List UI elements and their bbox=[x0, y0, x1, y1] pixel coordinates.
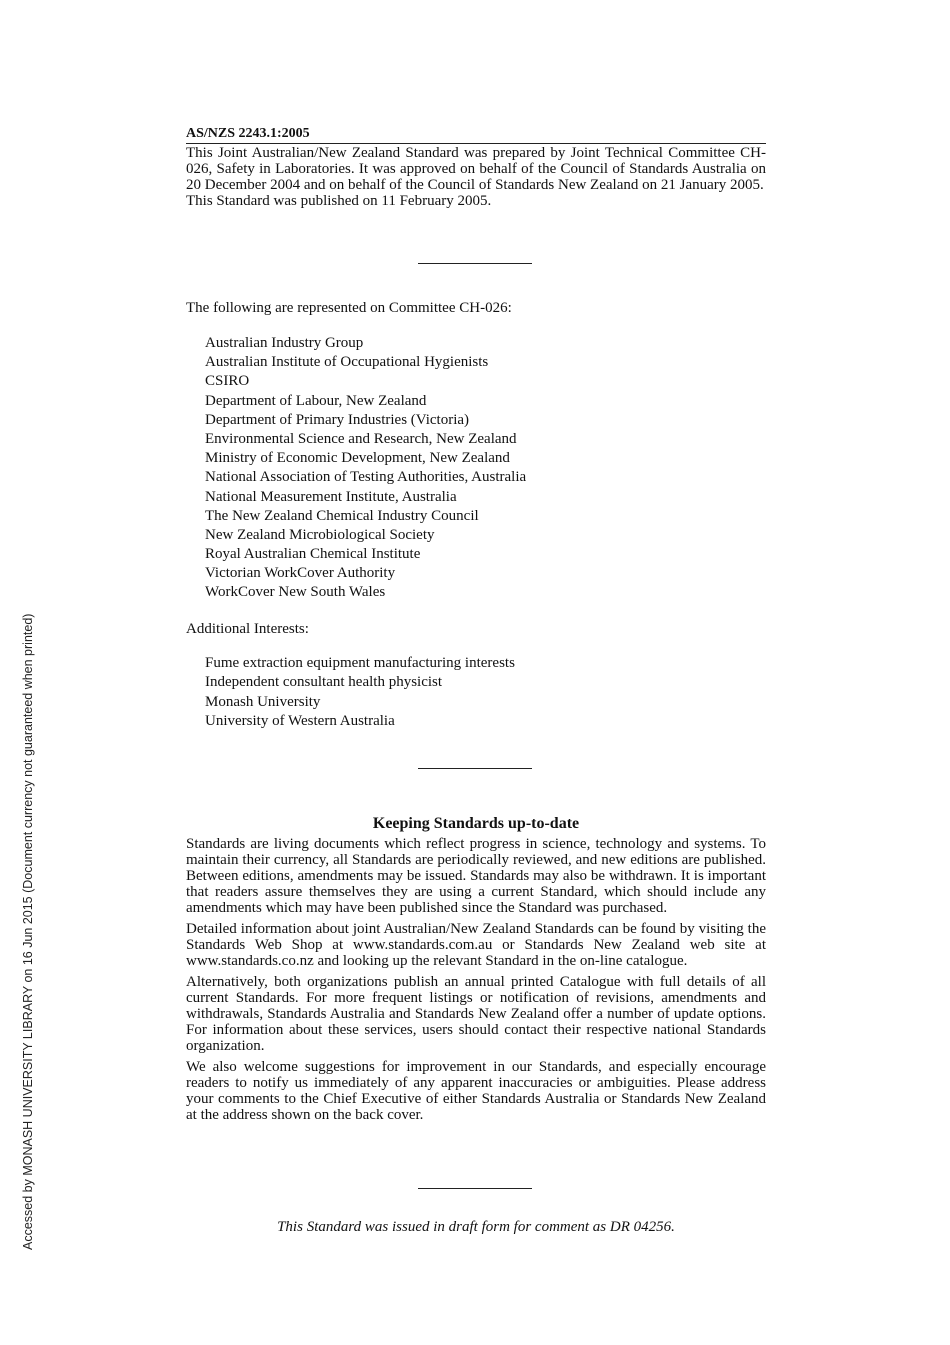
keeping-standards-body bbox=[186, 836, 766, 1128]
section-divider bbox=[418, 1188, 532, 1189]
additional-interests-heading: Additional Interests: bbox=[186, 621, 309, 637]
committee-member: Department of Primary Industries (Victoria) bbox=[205, 411, 470, 428]
additional-interests-list bbox=[205, 654, 515, 731]
committee-member: WorkCover New South Wales bbox=[205, 584, 386, 601]
committee-member-list bbox=[205, 334, 526, 603]
publication-date-paragraph: This Standard was published on 11 February 2005. bbox=[186, 193, 492, 209]
preparation-paragraph: This Joint Australian/New Zealand Standard was prepared by Joint Technical Committee CH-026, Safety in Laboratories. It was approved on behalf of the Council of Standards Australia on 20 December 2004 and on behalf of the Council of Standards New Zealand on 21 January 2005. bbox=[186, 145, 766, 193]
additional-interest: Monash University bbox=[205, 693, 321, 710]
section-divider bbox=[418, 263, 532, 264]
committee-member: Australian Industry Group bbox=[205, 335, 364, 351]
committee-member: Department of Labour, New Zealand bbox=[205, 392, 427, 409]
committee-member: Victorian WorkCover Authority bbox=[205, 565, 396, 582]
additional-interest: Fume extraction equipment manufacturing interests bbox=[205, 655, 515, 671]
preparation-statement bbox=[186, 145, 766, 209]
keeping-paragraph: Detailed information about joint Australian/New Zealand Standards can be found by visiting the Standards Web Shop at www.standards.com.au or Standards New Zealand web site at www.standards.co.nz and looking up the relevant Standard in the on-line catalogue. bbox=[186, 921, 766, 969]
standard-id: AS/NZS 2243.1:2005 bbox=[186, 126, 766, 144]
committee-member: Ministry of Economic Development, New Zealand bbox=[205, 450, 510, 467]
committee-member: The New Zealand Chemical Industry Council bbox=[205, 507, 479, 524]
section-divider bbox=[418, 768, 532, 769]
keeping-paragraph: Alternatively, both organizations publish an annual printed Catalogue with full details of all current Standards. For more frequent listings or notification of revisions, amendments and withdrawals, Standards Australia and Standards New Zealand offer a number of update options. For information about these services, users should contact their respective national Standards organization. bbox=[186, 974, 766, 1054]
additional-interest: University of Western Australia bbox=[205, 712, 395, 729]
committee-member: National Measurement Institute, Australia bbox=[205, 488, 457, 505]
committee-member: Environmental Science and Research, New Zealand bbox=[205, 430, 517, 447]
additional-interest: Independent consultant health physicist bbox=[205, 674, 443, 691]
draft-note: This Standard was issued in draft form for comment as DR 04256. bbox=[277, 1219, 675, 1235]
access-watermark: Accessed by MONASH UNIVERSITY LIBRARY on 16 Jun 2015 (Document currency not guaranteed when printed) bbox=[21, 613, 35, 1250]
committee-member: New Zealand Microbiological Society bbox=[205, 526, 435, 543]
keeping-paragraph: Standards are living documents which reflect progress in science, technology and systems. To maintain their currency, all Standards are periodically reviewed, and new editions are published. Between editions, amendments may be issued. Standards may also be withdrawn. It is important that readers assure themselves they are using a current Standard, which should include any amendments which may have been published since the Standard was purchased. bbox=[186, 836, 766, 916]
committee-intro: The following are represented on Committee CH-026: bbox=[186, 300, 512, 316]
document-page bbox=[186, 0, 766, 1345]
committee-member: CSIRO bbox=[205, 373, 250, 390]
keeping-paragraph: We also welcome suggestions for improvement in our Standards, and especially encourage readers to notify us immediately of any apparent inaccuracies or ambiguities. Please address your comments to the Chief Executive of either Standards Australia or Standards New Zealand at the address shown on the back cover. bbox=[186, 1059, 766, 1123]
keeping-standards-heading: Keeping Standards up-to-date bbox=[372, 815, 580, 832]
committee-member: Royal Australian Chemical Institute bbox=[205, 546, 421, 563]
committee-member: Australian Institute of Occupational Hygienists bbox=[205, 354, 489, 371]
committee-member: National Association of Testing Authorities, Australia bbox=[205, 469, 527, 486]
